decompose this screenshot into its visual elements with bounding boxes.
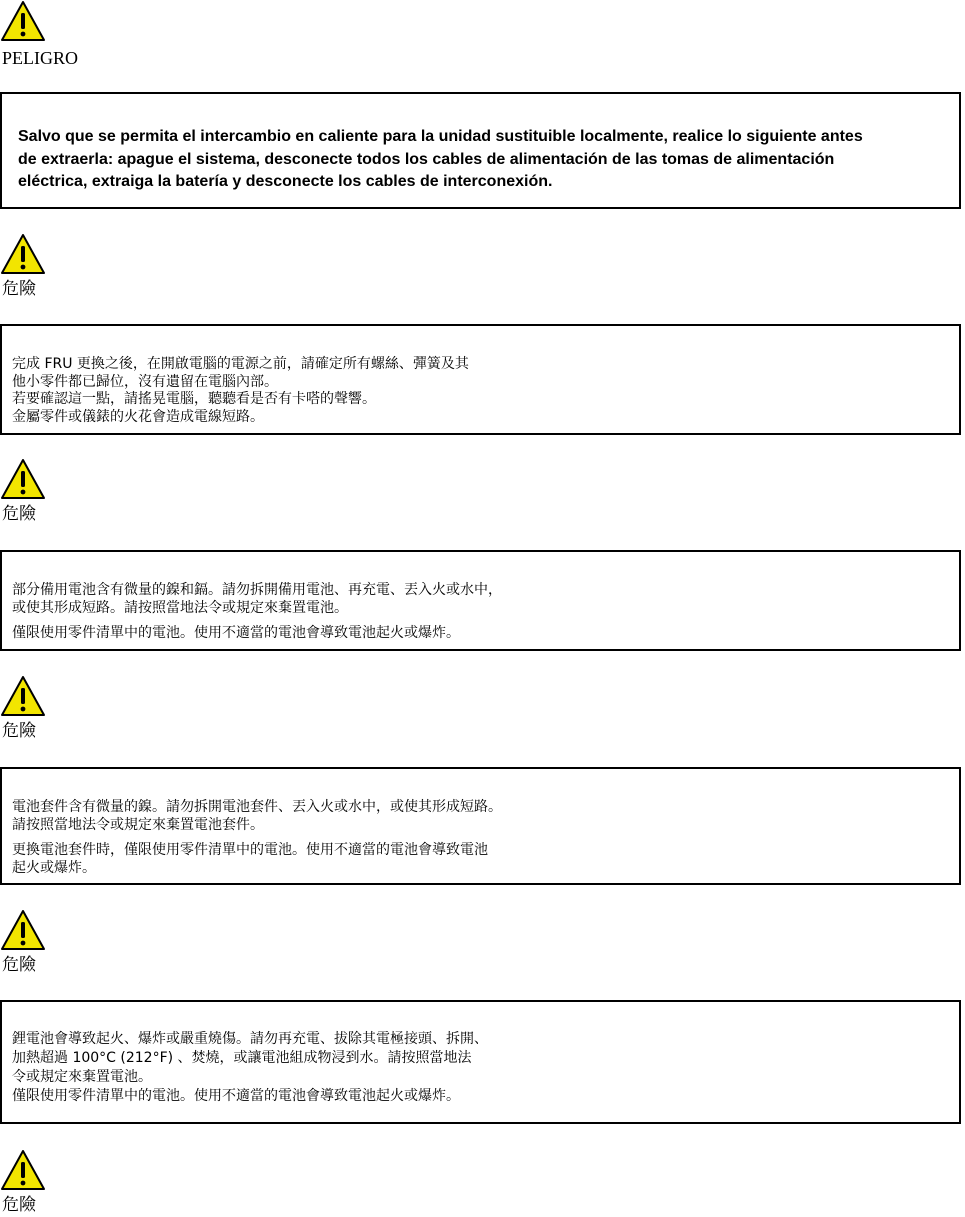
notice-line: 令或規定來棄置電池。 xyxy=(12,1069,152,1085)
notice-box-5 xyxy=(0,1000,961,1124)
warning-heading: 危險 xyxy=(2,504,36,524)
notice-box-3 xyxy=(0,550,961,651)
warning-triangle-icon xyxy=(0,675,46,717)
warning-header-2 xyxy=(0,233,160,299)
warning-header-3 xyxy=(0,458,160,524)
warning-triangle-icon xyxy=(0,233,46,275)
notice-paragraph xyxy=(18,126,943,194)
notice-line: 部分備用電池含有微量的鎳和鎘。請勿拆開備用電池、再充電、丟入火或水中， xyxy=(12,582,502,598)
notice-paragraph xyxy=(12,625,949,643)
warning-triangle-icon xyxy=(0,1149,46,1191)
warning-header-5 xyxy=(0,909,160,975)
notice-line: 鋰電池會導致起火、爆炸或嚴重燒傷。請勿再充電、拔除其電極接頭、拆開、 xyxy=(12,1031,488,1047)
notice-line: 若要確認這一點，請搖晃電腦，聽聽看是否有卡嗒的聲響。 xyxy=(12,391,376,407)
notice-box-4 xyxy=(0,767,961,885)
notice-line: 電池套件含有微量的鎳。請勿拆開電池套件、丟入火或水中，或使其形成短路。 xyxy=(12,799,502,815)
notice-line: 更換電池套件時，僅限使用零件清單中的電池。使用不適當的電池會導致電池 xyxy=(12,842,488,858)
notice-line: 起火或爆炸。 xyxy=(12,859,96,876)
notice-line: de extraerla: apague el sistema, desconecte todos los cables de alimentación de las tomas de alimentación xyxy=(18,150,835,168)
warning-heading: 危險 xyxy=(2,955,36,975)
warning-header-4 xyxy=(0,675,160,741)
notice-paragraph xyxy=(12,356,949,426)
notice-paragraph xyxy=(12,1030,949,1106)
notice-paragraph xyxy=(12,799,949,834)
notice-line: 他小零件都已歸位，沒有遺留在電腦內部。 xyxy=(12,373,278,390)
warning-heading: 危險 xyxy=(2,1195,36,1215)
notice-line: 金屬零件或儀錶的火花會造成電線短路。 xyxy=(12,408,264,425)
warning-heading: 危險 xyxy=(2,279,36,299)
notice-line: 僅限使用零件清單中的電池。使用不適當的電池會導致電池起火或爆炸。 xyxy=(12,625,460,641)
notice-line: 僅限使用零件清單中的電池。使用不適當的電池會導致電池起火或爆炸。 xyxy=(12,1088,460,1104)
notice-box-2 xyxy=(0,324,961,435)
notice-line: Salvo que se permita el intercambio en caliente para la unidad sustituible localmente, realice lo siguiente antes xyxy=(18,128,863,145)
notice-box-1 xyxy=(0,92,961,209)
warning-heading: 危險 xyxy=(2,721,36,741)
notice-paragraph xyxy=(12,842,949,877)
notice-line: 請按照當地法令或規定來棄置電池套件。 xyxy=(12,816,264,833)
warning-header-6 xyxy=(0,1149,160,1215)
warning-triangle-icon xyxy=(0,0,46,42)
warning-triangle-icon xyxy=(0,458,46,500)
warning-header-1 xyxy=(0,0,160,68)
notice-paragraph xyxy=(12,582,949,617)
notice-line: 或使其形成短路。請按照當地法令或規定來棄置電池。 xyxy=(12,599,348,616)
warning-heading: PELIGRO xyxy=(2,48,78,68)
notice-line: 完成 FRU 更換之後，在開啟電腦的電源之前，請確定所有螺絲、彈簧及其 xyxy=(12,356,469,372)
warning-triangle-icon xyxy=(0,909,46,951)
notice-line: eléctrica, extraiga la batería y desconecte los cables de interconexión. xyxy=(18,173,553,190)
notice-line: 加熱超過 100°C (212°F) 、焚燒，或讓電池組成物浸到水。請按照當地法 xyxy=(12,1050,472,1066)
